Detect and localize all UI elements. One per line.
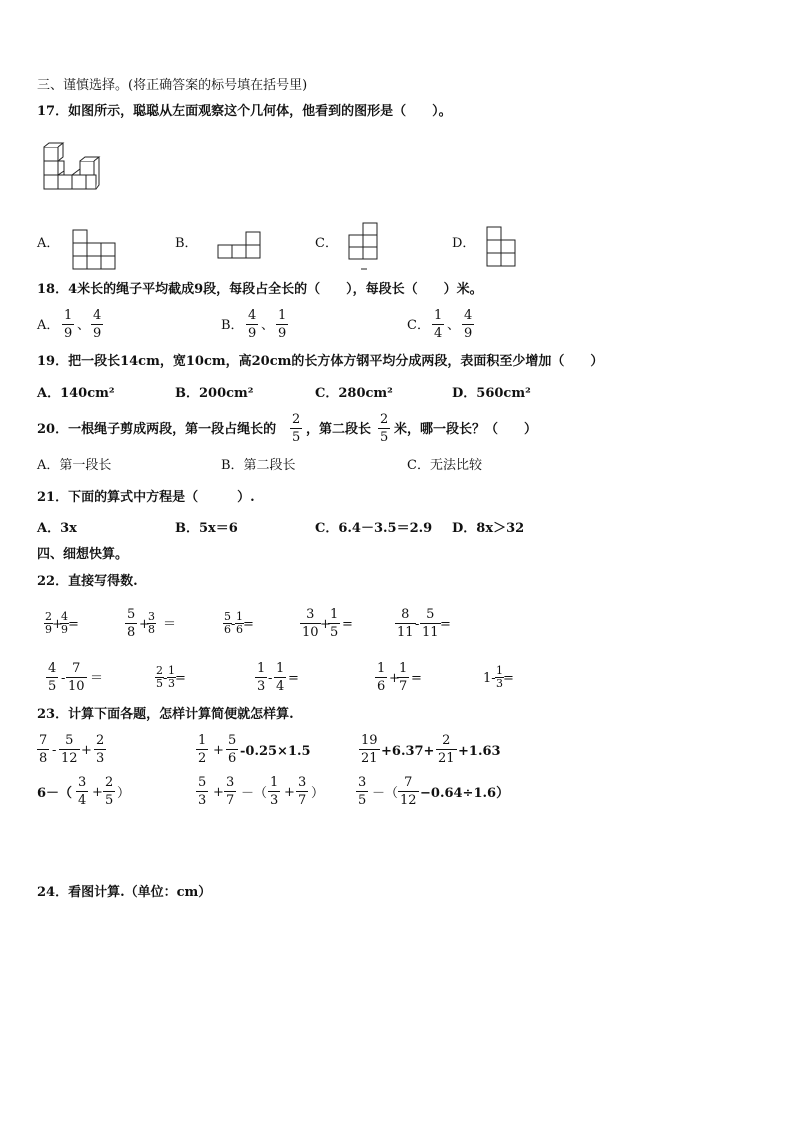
- q22-r2-2-a: $\frac{2}{5}$: [156, 664, 163, 690]
- option-d-figure: [486, 226, 516, 270]
- q22-r2-2-op: -: [163, 671, 168, 686]
- option-b-figure: [217, 231, 261, 261]
- option-c-label: C．: [315, 236, 338, 251]
- q20-option-c: C．无法比较: [407, 458, 482, 473]
- q18-b-separator: 、: [261, 318, 275, 333]
- q23-e5-op1: +: [213, 785, 224, 800]
- q23-e2-a: $\frac{1}{2}$: [198, 733, 207, 766]
- q22-r1-1-op: +: [52, 617, 63, 632]
- q22-r2-2-b: $\frac{1}{3}$: [168, 664, 175, 690]
- q23-e4-op: +: [92, 785, 103, 800]
- question-23: 23．计算下面各题，怎样计算简便就怎样算.: [37, 707, 294, 722]
- q22-r2-5-b: $\frac{1}{3}$: [496, 664, 503, 690]
- q23-e2-tail: -0.25×1.5: [240, 744, 311, 759]
- q22-r1-3-a: $\frac{5}{6}$: [224, 610, 231, 636]
- q22-r1-5-b: $\frac{5}{11}$: [422, 607, 439, 640]
- q23-e3-b: $\frac{2}{21}$: [438, 733, 455, 766]
- q22-r1-4-b: $\frac{1}{5}$: [330, 607, 339, 640]
- q22-r1-1-b: $\frac{4}{9}$: [61, 610, 68, 636]
- option-b-label: B．: [175, 236, 198, 251]
- q22-r2-3-op: -: [268, 671, 273, 686]
- q19-option-a: A．140cm²: [37, 386, 115, 401]
- q22-r2-1-eq: ＝: [90, 671, 104, 686]
- q22-r2-3-b: $\frac{1}{4}$: [276, 661, 285, 694]
- q20-fraction-1: $\frac{2}{5}$: [292, 412, 301, 445]
- q18-option-b-label: B．: [221, 318, 244, 333]
- q18-c-fraction-2: $\frac{4}{9}$: [464, 308, 473, 341]
- solid-figure-image: [44, 146, 104, 194]
- q22-r1-3-eq: =: [243, 617, 254, 632]
- q22-r2-4-op: +: [389, 671, 400, 686]
- question-21: 21．下面的算式中方程是（ ）.: [37, 490, 255, 505]
- q20-fraction-2: $\frac{2}{5}$: [380, 412, 389, 445]
- q18-b-fraction-1: $\frac{4}{9}$: [248, 308, 257, 341]
- q20-option-b: B．第二段长: [221, 458, 296, 473]
- q22-r1-2-b: $\frac{3}{8}$: [148, 610, 155, 636]
- section-3-heading: 三、谨慎选择。(将正确答案的标号填在括号里): [37, 78, 308, 93]
- q22-r1-4-eq: =: [342, 617, 353, 632]
- q22-r1-1-a: $\frac{2}{9}$: [45, 610, 52, 636]
- q21-option-c: C．6.4－3.5＝2.9: [315, 521, 433, 536]
- q22-r2-4-a: $\frac{1}{6}$: [377, 661, 386, 694]
- q22-r1-5-a: $\frac{8}{11}$: [397, 607, 414, 640]
- q23-e4-pre: 6－（: [37, 786, 73, 801]
- question-22: 22．直接写得数.: [37, 574, 138, 589]
- q23-e5-c: $\frac{1}{3}$: [270, 775, 279, 808]
- q23-e5-a: $\frac{5}{3}$: [198, 775, 207, 808]
- q23-e5-op2: －（: [241, 786, 268, 801]
- q23-e1-c: $\frac{2}{3}$: [96, 733, 105, 766]
- q22-r2-2-eq: =: [175, 671, 186, 686]
- q23-e1-a: $\frac{7}{8}$: [39, 733, 48, 766]
- q23-e5-post: ）: [311, 786, 325, 801]
- q22-r2-3-a: $\frac{1}{3}$: [257, 661, 266, 694]
- q20-option-a: A．第一段长: [37, 458, 112, 473]
- q22-r1-5-op: -: [415, 617, 420, 632]
- q23-e6-b: $\frac{7}{12}$: [400, 775, 417, 808]
- q23-e3-tail: +1.63: [458, 744, 501, 759]
- q22-r1-3-op: -: [231, 617, 236, 632]
- q23-e4-a: $\frac{3}{4}$: [78, 775, 87, 808]
- q22-r2-1-op: -: [61, 671, 66, 686]
- q18-option-c-label: C．: [407, 318, 430, 333]
- question-17: 17．如图所示，聪聪从左面观察这个几何体，他看到的图形是（ ）。: [37, 104, 452, 119]
- option-c-figure: [348, 222, 378, 272]
- q18-a-fraction-2: $\frac{4}{9}$: [93, 308, 102, 341]
- q23-e6-op1: －（: [372, 786, 399, 801]
- q22-r2-4-eq: =: [411, 671, 422, 686]
- q22-r2-1-a: $\frac{4}{5}$: [48, 661, 57, 694]
- question-18: 18．4米长的绳子平均截成9段，每段占全长的（ ），每段长（ ）米。: [37, 282, 483, 297]
- section-4-heading: 四、细想快算。: [37, 547, 129, 562]
- q23-e2-op1: +: [213, 743, 224, 758]
- q23-e4-b: $\frac{2}{5}$: [105, 775, 114, 808]
- q18-b-fraction-2: $\frac{1}{9}$: [278, 308, 287, 341]
- question-24: 24．看图计算.（单位：cm）: [37, 885, 212, 900]
- q22-r1-1-eq: =: [68, 617, 79, 632]
- q23-e3-a: $\frac{19}{21}$: [361, 733, 378, 766]
- q19-option-d: D．560cm²: [452, 386, 531, 401]
- q19-option-b: B．200cm²: [175, 386, 254, 401]
- q23-e1-b: $\frac{5}{12}$: [61, 733, 78, 766]
- q18-c-separator: 、: [447, 318, 461, 333]
- q22-r1-2-op: +: [139, 617, 150, 632]
- q22-r2-4-b: $\frac{1}{7}$: [399, 661, 408, 694]
- q22-r2-5-eq: =: [503, 671, 514, 686]
- q23-e6-tail: −0.64÷1.6）: [420, 786, 510, 801]
- q22-r1-2-a: $\frac{5}{8}$: [127, 607, 136, 640]
- question-20-part-2: ，第二段长: [306, 422, 372, 437]
- q22-r1-2-eq: ＝: [163, 617, 177, 632]
- q21-option-a: A．3x: [37, 521, 77, 536]
- q22-r2-1-b: $\frac{7}{10}$: [68, 661, 85, 694]
- q22-r1-4-op: +: [320, 617, 331, 632]
- q23-e5-op3: +: [284, 785, 295, 800]
- q21-option-b: B．5x＝6: [175, 521, 238, 536]
- q23-e5-d: $\frac{3}{7}$: [298, 775, 307, 808]
- q23-e1-op1: -: [52, 743, 57, 758]
- q22-r1-5-eq: =: [440, 617, 451, 632]
- option-a-figure: [72, 229, 116, 271]
- q23-e6-a: $\frac{3}{5}$: [358, 775, 367, 808]
- q18-a-fraction-1: $\frac{1}{9}$: [64, 308, 73, 341]
- option-a-label: A．: [37, 236, 60, 251]
- question-20-part-3: 米，哪一段长？（ ）: [394, 422, 538, 437]
- q18-c-fraction-1: $\frac{1}{4}$: [434, 308, 443, 341]
- option-d-label: D．: [452, 236, 476, 251]
- question-19: 19．把一段长14cm，宽10cm，高20cm的长方体方钢平均分成两段，表面积至少增加（ ）: [37, 354, 604, 369]
- q19-option-c: C．280cm²: [315, 386, 393, 401]
- q23-e5-b: $\frac{3}{7}$: [226, 775, 235, 808]
- q22-r2-5-pre: 1-: [483, 671, 496, 686]
- question-20-part-1: 20．一根绳子剪成两段，第一段占绳长的: [37, 422, 277, 437]
- q23-e2-b: $\frac{5}{6}$: [228, 733, 237, 766]
- q23-e3-mid: +6.37+: [381, 744, 435, 759]
- q18-a-separator: 、: [77, 318, 91, 333]
- q23-e1-op2: +: [81, 743, 92, 758]
- q22-r2-3-eq: =: [288, 671, 299, 686]
- q18-option-a-label: A．: [37, 318, 60, 333]
- q22-r1-4-a: $\frac{3}{10}$: [302, 607, 319, 640]
- q21-option-d: D．8x＞32: [452, 521, 525, 536]
- q23-e4-post: ）: [117, 786, 131, 801]
- q22-r1-3-b: $\frac{1}{6}$: [236, 610, 243, 636]
